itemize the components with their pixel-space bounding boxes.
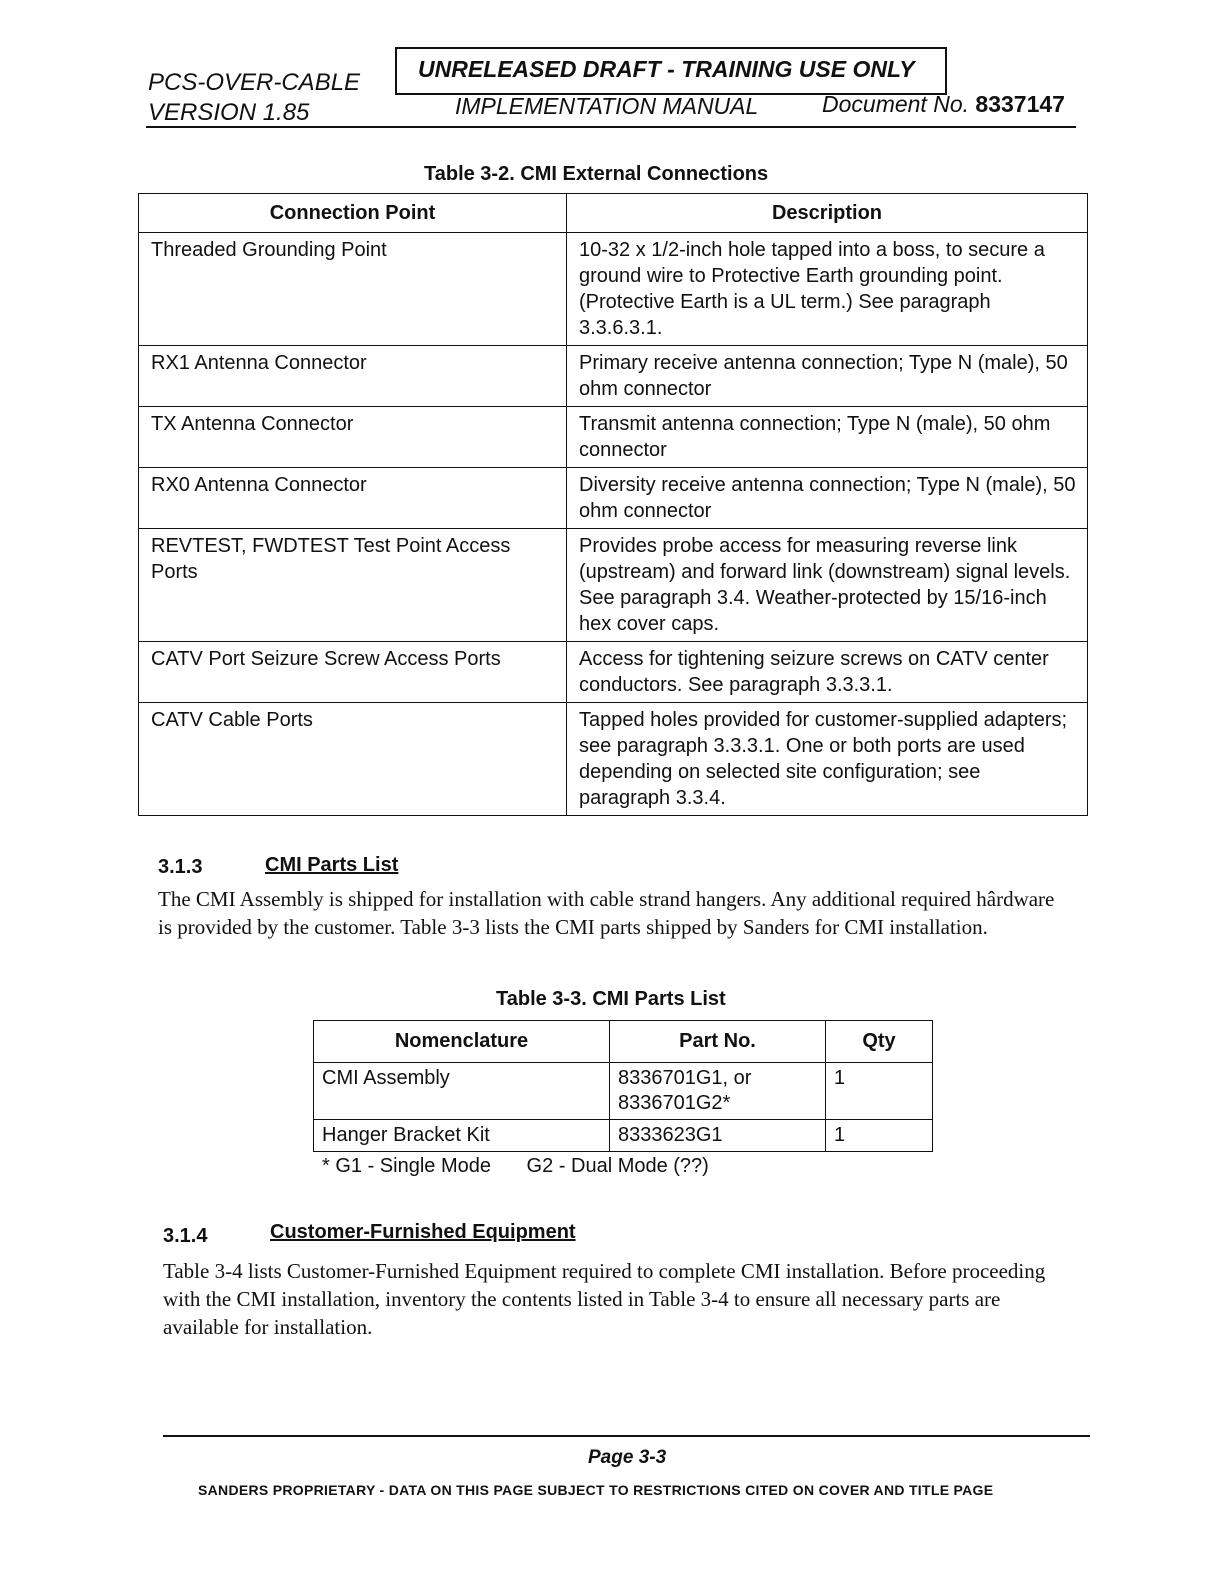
- table-row: [314, 1063, 933, 1120]
- nomenclature-cell: Hanger Bracket Kit: [314, 1120, 610, 1152]
- connection-point-cell: Threaded Grounding Point: [139, 233, 567, 346]
- connection-point-cell: RX0 Antenna Connector: [139, 468, 567, 529]
- table-header-row: [139, 194, 1088, 233]
- description-cell: Transmit antenna connection; Type N (male), 50 ohm connector: [567, 407, 1088, 468]
- product-name: PCS-OVER-CABLE: [148, 69, 361, 96]
- description-cell: Access for tightening seizure screws on CATV center conductors. See paragraph 3.3.3.1.: [567, 642, 1088, 703]
- header-divider: [146, 126, 1076, 128]
- column-header: Nomenclature: [314, 1021, 610, 1063]
- column-header: Part No.: [610, 1021, 826, 1063]
- part-number-cell: [610, 1063, 826, 1120]
- quantity-cell: 1: [826, 1120, 933, 1152]
- description-cell: Tapped holes provided for customer-supplied adapters; see paragraph 3.3.3.1. One or both ports are used depending on selected site configuration; see paragraph 3.3.4.: [567, 703, 1088, 816]
- table-footnote: [322, 1155, 709, 1178]
- table-row: [139, 233, 1088, 346]
- page-number: Page 3-3: [588, 1447, 667, 1468]
- footnote-g2: G2 - Dual Mode (??): [526, 1155, 709, 1177]
- connection-point-cell: CATV Port Seizure Screw Access Ports: [139, 642, 567, 703]
- footnote-g1: * G1 - Single Mode: [322, 1155, 491, 1177]
- proprietary-notice: SANDERS PROPRIETARY - DATA ON THIS PAGE SUBJECT TO RESTRICTIONS CITED ON COVER AND TITLE PAGE: [198, 1482, 994, 1498]
- section-title: Customer-Furnished Equipment: [270, 1221, 576, 1243]
- connection-point-cell: CATV Cable Ports: [139, 703, 567, 816]
- part-number-cell: 8333623G1: [610, 1120, 826, 1152]
- table-row: [139, 407, 1088, 468]
- description-cell: Primary receive antenna connection; Type N (male), 50 ohm connector: [567, 346, 1088, 407]
- section-number: 3.1.4: [163, 1225, 208, 1247]
- column-header: Connection Point: [139, 194, 567, 233]
- table-3-2: [138, 193, 1088, 816]
- section-body: The CMI Assembly is shipped for installation with cable strand hangers. Any additional required hârdware is provided by the customer. Table 3-3 lists the CMI parts shipped by Sanders for CMI installation.: [158, 887, 1055, 939]
- table-3-2-caption: Table 3-2. CMI External Connections: [424, 163, 769, 185]
- document-number-value: 8337147: [975, 91, 1065, 117]
- document-number: [822, 91, 1065, 118]
- nomenclature-cell: CMI Assembly: [314, 1063, 610, 1120]
- footer-divider: [163, 1435, 1090, 1437]
- section-body: Table 3-4 lists Customer-Furnished Equipment required to complete CMI installation. Before proceeding with the CMI installation, inventory the contents listed in Table 3-4 to ensure all necessary parts are available for installation.: [163, 1259, 1046, 1339]
- product-version: VERSION 1.85: [148, 99, 310, 126]
- table-row: [139, 346, 1088, 407]
- connection-point-cell: TX Antenna Connector: [139, 407, 567, 468]
- part-number-line: 8336701G1, or: [618, 1067, 752, 1089]
- description-cell: Diversity receive antenna connection; Type N (male), 50 ohm connector: [567, 468, 1088, 529]
- column-header: Description: [567, 194, 1088, 233]
- description-cell: Provides probe access for measuring reverse link (upstream) and forward link (downstream) signal levels. See paragraph 3.4. Weather-protected by 15/16-inch hex cover caps.: [567, 529, 1088, 642]
- section-title: CMI Parts List: [265, 854, 399, 876]
- header-product-block: [148, 68, 360, 128]
- table-row: [139, 703, 1088, 816]
- draft-notice: UNRELEASED DRAFT - TRAINING USE ONLY: [418, 56, 915, 82]
- table-3-3: [313, 1020, 933, 1152]
- section-number: 3.1.3: [158, 856, 203, 878]
- table-3-3-caption: Table 3-3. CMI Parts List: [496, 988, 726, 1010]
- table-row: [139, 529, 1088, 642]
- description-cell: 10-32 x 1/2-inch hole tapped into a boss, to secure a ground wire to Protective Earth grounding point. (Protective Earth is a UL term.) See paragraph 3.3.6.3.1.: [567, 233, 1088, 346]
- document-number-label: Document No.: [822, 91, 970, 117]
- table-row: [139, 468, 1088, 529]
- column-header: Qty: [826, 1021, 933, 1063]
- part-number-line: 8336701G2*: [618, 1092, 731, 1114]
- quantity-cell: 1: [826, 1063, 933, 1120]
- table-row: [139, 642, 1088, 703]
- table-header-row: [314, 1021, 933, 1063]
- connection-point-cell: REVTEST, FWDTEST Test Point Access Ports: [139, 529, 567, 642]
- manual-title: IMPLEMENTATION MANUAL: [455, 93, 759, 119]
- connection-point-cell: RX1 Antenna Connector: [139, 346, 567, 407]
- table-row: [314, 1120, 933, 1152]
